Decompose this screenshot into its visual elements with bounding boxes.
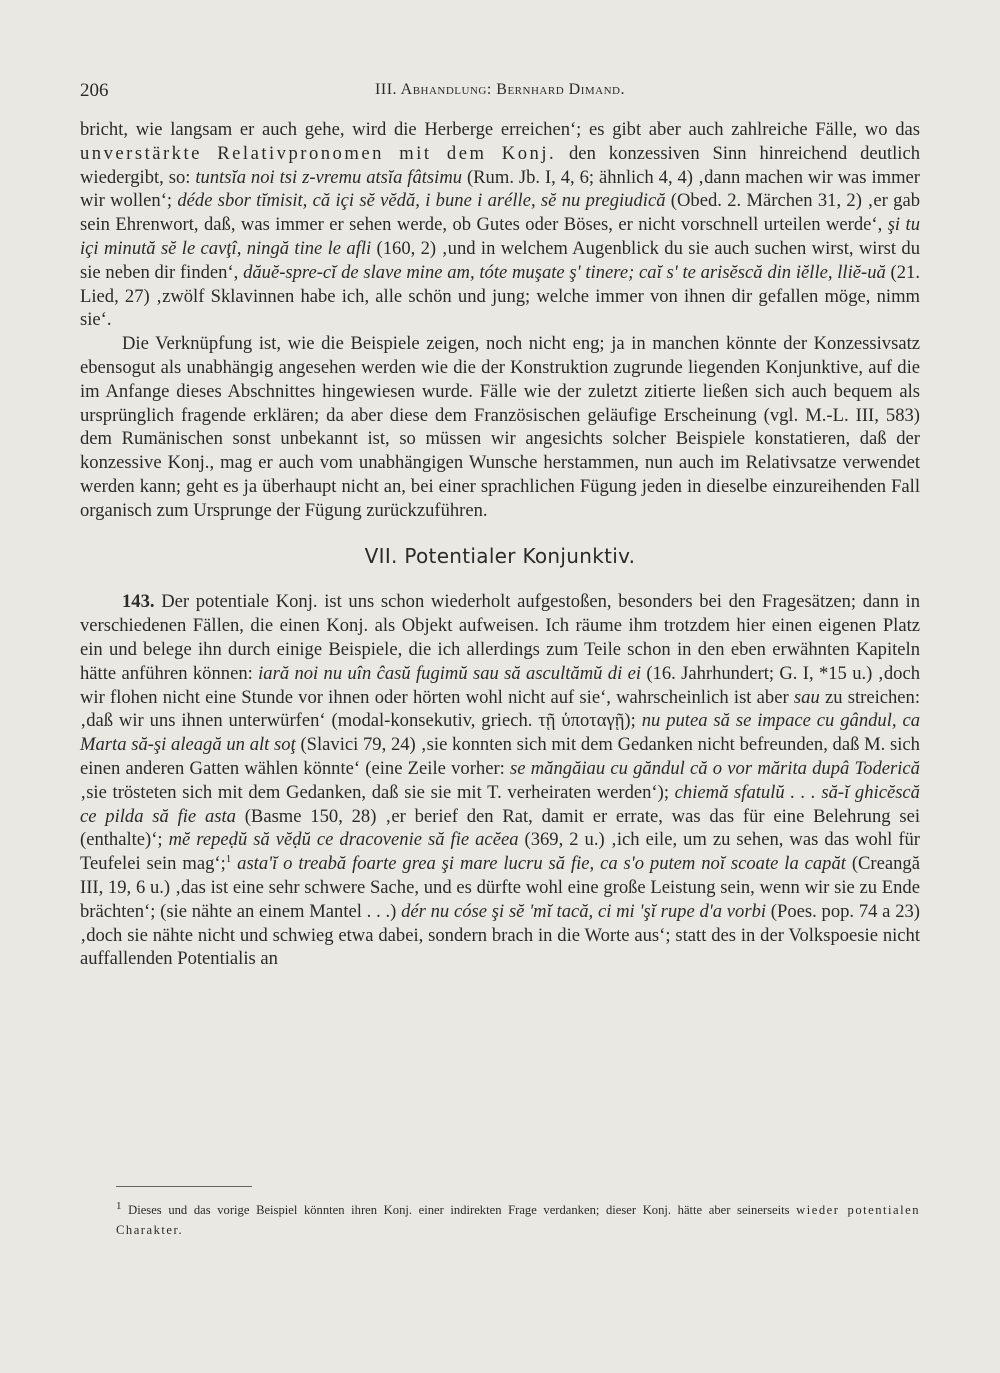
example-quote: dér nu cóse şi sĕ 'mĭ tacă, ci mi 'şĭ rupe d'a vorbi bbox=[401, 900, 767, 922]
example-quote: şi tu içi minută sĕ le cavţî, ningă tine le afli bbox=[80, 214, 920, 259]
example-quote: tuntsĭa noi tsi z-vremu atsĭa fâtsimu bbox=[195, 166, 463, 188]
text-run: (160, 2) ‚und in welchem Augenblick du sie auch suchen wirst, wirst du sie neben dir finden‘, bbox=[80, 237, 920, 283]
running-title: III. Abhandlung: Bernhard Dimand. bbox=[375, 81, 625, 98]
text-run: (16. Jahrhundert; G. I, *15 u.) ‚doch wir flohen nicht eine Stunde vor ihnen oder hörten wohl nicht auf sie‘, wahrscheinlich ist aber bbox=[80, 662, 920, 708]
paragraph-143 bbox=[80, 590, 920, 971]
example-quote: nu putea să se impace cu gândul, ca Marta să-şi aleagă un alt soţ bbox=[80, 710, 920, 756]
example-quote: dăuĕ-spre-cĭ de slave mine am, tóte muşate ş' tinere; caĭ s' te arisĕscă din iĕlle, lliĕ-uă bbox=[243, 261, 886, 283]
text-run: (Basme 150, 28) ‚er berief den Rat, damit er errate, was das für eine Belehrung sei (enthalte)‘; bbox=[80, 805, 920, 851]
text-run: ‚sie trösteten sich mit dem Gedanken, daß sie sie mit T. verheiraten werden‘); bbox=[80, 781, 675, 803]
text-run: Der potentiale Konj. ist uns schon wiederholt aufgestoßen, besonders bei den Fragesätzen; dann in verschiedenen Fällen, die einen Konj. als Objekt aufweisen. Ich räume ihm trotzdem hier einen eigenen Platz ein und belege ihn durch einige Beispiele, die ich allerdings zum Teile schon in den eben erwähnten Kapiteln hätte anführen können: bbox=[80, 591, 920, 684]
paragraph-number: 143. bbox=[122, 591, 155, 613]
footnote-text: Dieses und das vorige Beispiel könnten ihren Konj. einer indirekten Frage verdanken; dieser Konj. hätte aber seinerseits bbox=[121, 1203, 797, 1217]
text-run: (369, 2 u.) ‚ich eile, um zu sehen, was das wohl für Teufelei sein mag‘; bbox=[80, 829, 920, 875]
text-run: (Poes. pop. 74 a 23) ‚doch sie nähte nicht und schwieg etwa dabei, sondern brach in die Worte aus‘; statt des in der Volkspoesie nicht auffallenden Potentialis an bbox=[80, 900, 920, 970]
paragraph-1 bbox=[80, 118, 920, 332]
text-run: (Rum. Jb. I, 4, 6; ähnlich 4, 4) ‚dann machen wir was immer wir wollen‘; bbox=[80, 166, 920, 212]
text-run: bricht, wie langsam er auch gehe, wird die Herberge erreichen‘; es gibt aber auch zahlreiche Fälle, wo das bbox=[80, 119, 920, 140]
text-run: (Obed. 2. Märchen 31, 2) ‚er gab sein Ehrenwort, daß, was immer er sehen werde, ob Gutes oder Böses, er nicht vorschnell urteilen werde‘, bbox=[80, 190, 921, 236]
example-quote: sau bbox=[793, 686, 820, 708]
page-header bbox=[80, 80, 920, 104]
example-quote: mĕ repeḍŭ să vĕḍŭ ce dracovenie să fie acĕea bbox=[168, 829, 519, 851]
footnote-reference[interactable]: 1 bbox=[225, 852, 232, 865]
text-run: (Slavici 79, 24) ‚sie konnten sich mit dem Gedanken nicht befreunden, daß M. sich einen anderen Gatten wählen könnte‘ (eine Zeile vorher: bbox=[80, 734, 920, 779]
footnote-spaced-text: wieder potentialen Charakter. bbox=[116, 1203, 921, 1237]
footnote bbox=[116, 1200, 920, 1240]
text-run: (21. Lied, 27) ‚zwölf Sklavinnen habe ich, alle schön und jung; welche immer von ihnen dir gefallen möge, nimm sie‘. bbox=[80, 261, 920, 331]
text-run: (Creangă III, 19, 6 u.) ‚das ist eine sehr schwere Sache, und es dürfte wohl eine große Leistung sein, wenn wir sie zu Ende brächten‘; (sie nähte an einem Mantel . . .) bbox=[80, 853, 920, 922]
main-text bbox=[80, 118, 920, 971]
paragraph-2: Die Verknüpfung ist, wie die Beispiele zeigen, noch nicht eng; ja in manchen könnte der Konzessivsatz ebensogut als unabhängig angesehen werden wie die der Konstruktion zugrunde liegenden Konjunktive, auf die im Anfange dieses Abschnittes hingewiesen wurde. Fälle wie der zuletzt zitierte ließen sich auch bequem als ursprünglich fragende erklären; da aber diese dem Französischen geläufige Erscheinung (vgl. M.-L. III, 583) dem Rumänischen sonst unbekannt ist, so müssen wir angesichts solcher Beispiele konstatieren, daß der konzessive Konj., mag er auch vom unabhängigen Wunsche herstammen, nun auch im Relativsatze verwendet werden kann; geht es ja überhaupt nicht an, bei einer sprachlichen Fügung jeden in dieselbe einzureihenden Fall organisch zum Ursprunge der Fügung zurückzuführen. bbox=[80, 333, 920, 521]
section-heading: VII. Potentialer Konjunktiv. bbox=[364, 543, 636, 568]
footnote-divider bbox=[116, 1186, 252, 1187]
spaced-phrase: unverstärkte Relativpronomen mit dem Konj. bbox=[80, 142, 557, 164]
footnote-mark: 1 bbox=[116, 1199, 122, 1212]
example-quote: chiemă sfatulŭ . . . să-ĭ ghicĕscă ce pilda să fie asta bbox=[80, 781, 920, 827]
example-quote: déde sbor tĭmisit, că içi sĕ vĕdă, i bune i arélle, sĕ nu pregiudică bbox=[177, 190, 666, 212]
text-run: zu streichen: ‚daß wir uns ihnen unterwürfen‘ (modal-konsekutiv, griech. τῇ ὑποταγῇ); bbox=[80, 686, 921, 732]
text-run: den konzessiven Sinn hinreichend deutlich wiedergibt, so: bbox=[80, 142, 920, 188]
example-quote: asta'ĭ o treabă foarte grea şi mare lucru să fie, ca s'o putem noĭ scoate la capăt bbox=[237, 853, 846, 875]
example-quote: iară noi nu uîn ĉasŭ fugimŭ sau să ascultămŭ di ei bbox=[258, 662, 641, 684]
example-quote: se măngăiau cu găndul că o vor mărita dupâ Toderică bbox=[510, 757, 920, 779]
page-number: 206 bbox=[80, 80, 109, 101]
